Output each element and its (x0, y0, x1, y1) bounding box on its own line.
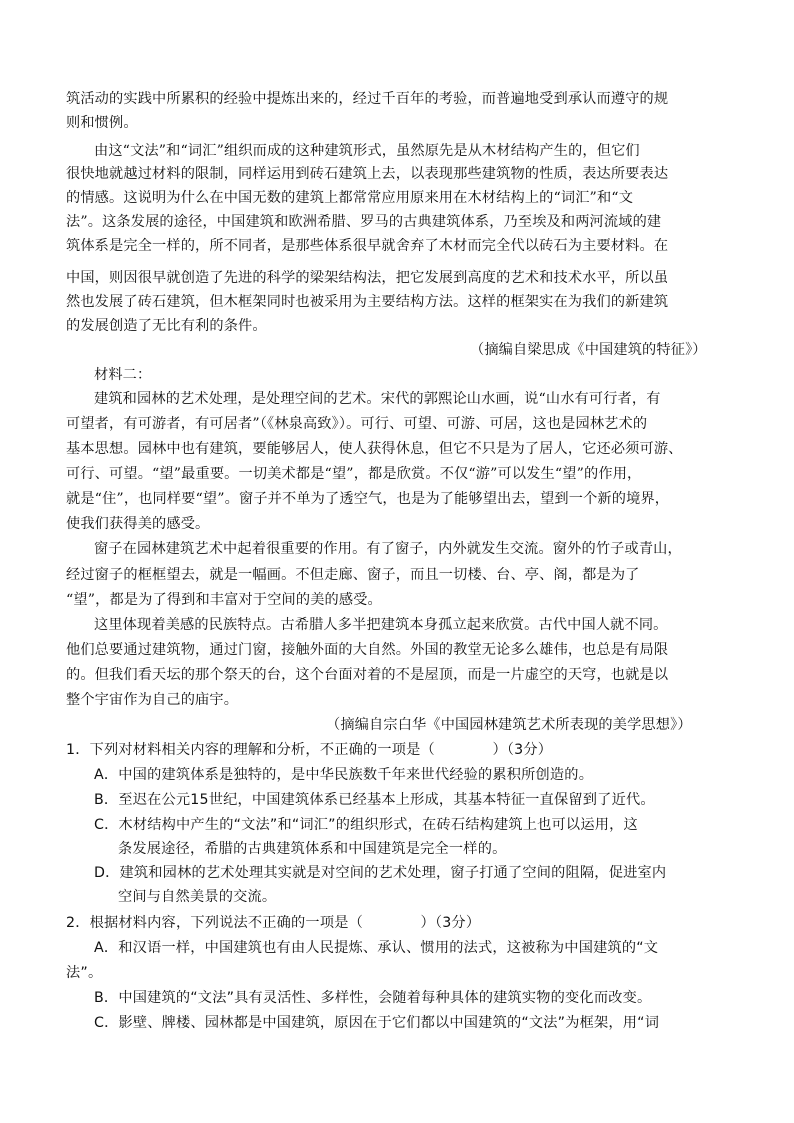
passage-line: 使我们获得美的感受。 (66, 516, 210, 532)
question-2-option-a-cont: 法”。 (66, 965, 103, 981)
question-1-option-c[interactable]: C．木材结构中产生的“文法”和“词汇”的组织形式，在砖石结构建筑上也可以运用，这 (94, 817, 638, 833)
passage-line: 建筑和园林的艺术处理，是处理空间的艺术。宋代的郭熙论山水画，说“山水有可行者，有 (94, 391, 661, 407)
passage-line: 中国，则因很早就创造了先进的科学的梁架结构法，把它发展到高度的艺术和技术水平，所以虽 (66, 270, 669, 286)
question-1-stem: 1．下列对材料相关内容的理解和分析，不正确的一项是（ ）（3分） (66, 742, 553, 758)
passage-line: 的发展创造了无比有利的条件。 (66, 318, 267, 334)
material-2-heading: 材料二： (94, 367, 152, 383)
passage-line: 的。但我们看天坛的那个祭天的台，这个台面对着的不是屋顶，而是一片虚空的天穹，也就是以 (66, 667, 669, 683)
passage-line: 法”。这条发展的途径，中国建筑和欧洲希腊、罗马的古典建筑体系，乃至埃及和两河流域的建 (66, 214, 662, 230)
question-1-option-b[interactable]: B．至迟在公元15世纪，中国建筑体系已经基本上形成，其基本特征一直保留到了近代。 (94, 792, 655, 808)
question-2-option-a[interactable]: A．和汉语一样，中国建筑也有由人民提炼、承认、惯用的法式，这被称为中国建筑的“文 (94, 940, 659, 956)
question-1-option-a[interactable]: A．中国的建筑体系是独特的，是中华民族数千年来世代经验的累积所创造的。 (94, 767, 594, 783)
passage-line: 他们总要通过建筑物，通过门窗，接触外面的大自然。外国的教堂无论多么雄伟，也总是有局限 (66, 642, 669, 658)
passage-line: 可望者，有可游者，有可居者”（《林泉高致》）。可行、可望、可游、可居，这也是园林艺术的 (66, 416, 648, 432)
passage-line: 整个宇宙作为自己的庙宇。 (66, 692, 239, 708)
passage-line: 经过窗子的框框望去，就是一幅画。不但走廊、窗子，而且一切楼、台、亭、阁，都是为了 (66, 567, 640, 583)
source-citation-1: （摘编自梁思成《中国建筑的特征》） (470, 342, 707, 358)
passage-line: 则和惯例。 (66, 115, 138, 131)
passage-line: 这里体现着美感的民族特点。古希腊人多半把建筑本身孤立起来欣赏。古代中国人就不同。 (94, 617, 668, 633)
passage-line: 筑活动的实践中所累积的经验中提炼出来的，经过千百年的考验，而普遍地受到承认而遵守的规 (66, 91, 669, 107)
source-citation-2: （摘编自宗白华《中国园林建筑艺术所表现的美学思想》） (326, 717, 692, 733)
passage-line: 很快地就越过材料的限制，同样运用到砖石建筑上去，以表现那些建筑物的性质，表达所要表达 (66, 166, 669, 182)
question-1-option-d-cont: 空间与自然美景的交流。 (118, 889, 277, 905)
passage-line: 就是“住”，也同样要“望”。窗子并不单为了透空气，也是为了能够望出去，望到一个新的境界， (66, 491, 670, 507)
passage-line: 窗子在园林建筑艺术中起着很重要的作用。有了窗子，内外就发生交流。窗外的竹子或青山， (94, 541, 682, 557)
passage-line: 由这“文法”和“词汇”组织而成的这种建筑形式，虽然原先是从木材结构产生的，但它们 (94, 143, 640, 159)
passage-line: 筑体系是完全一样的，所不同者，是那些体系很早就舍弃了木材而完全代以砖石为主要材料。在 (66, 238, 669, 254)
question-2-option-c[interactable]: C．影壁、牌楼、园林都是中国建筑，原因在于它们都以中国建筑的“文法”为框架，用“词 (94, 1015, 660, 1031)
question-2-option-b[interactable]: B．中国建筑的“文法”具有灵活性、多样性，会随着每种具体的建筑实物的变化而改变。 (94, 990, 652, 1006)
passage-line: 可行、可望。“望”最重要。一切美术都是“望”，都是欣赏。不仅“游”可以发生“望”的作用， (66, 466, 642, 482)
question-1-option-c-cont: 条发展途径，希腊的古典建筑体系和中国建筑是完全一样的。 (118, 841, 507, 857)
passage-line: “望”，都是为了得到和丰富对于空间的美的感受。 (66, 592, 382, 608)
passage-line: 基本思想。园林中也有建筑，要能够居人，使人获得休息，但它不只是为了居人，它还必须可游、 (66, 441, 683, 457)
passage-line: 然也发展了砖石建筑，但木框架同时也被采用为主要结构方法。这样的框架实在为我们的新建筑 (66, 294, 669, 310)
question-2-stem: 2．根据材料内容，下列说法不正确的一项是（ ）（3分） (66, 915, 481, 931)
question-1-option-d[interactable]: D．建筑和园林的艺术处理其实就是对空间的艺术处理，窗子打通了空间的阻隔，促进室内 (94, 865, 667, 881)
passage-line: 的情感。这说明为什么在中国无数的建筑上都常常应用原来用在木材结构上的“词汇”和“文 (66, 190, 634, 206)
